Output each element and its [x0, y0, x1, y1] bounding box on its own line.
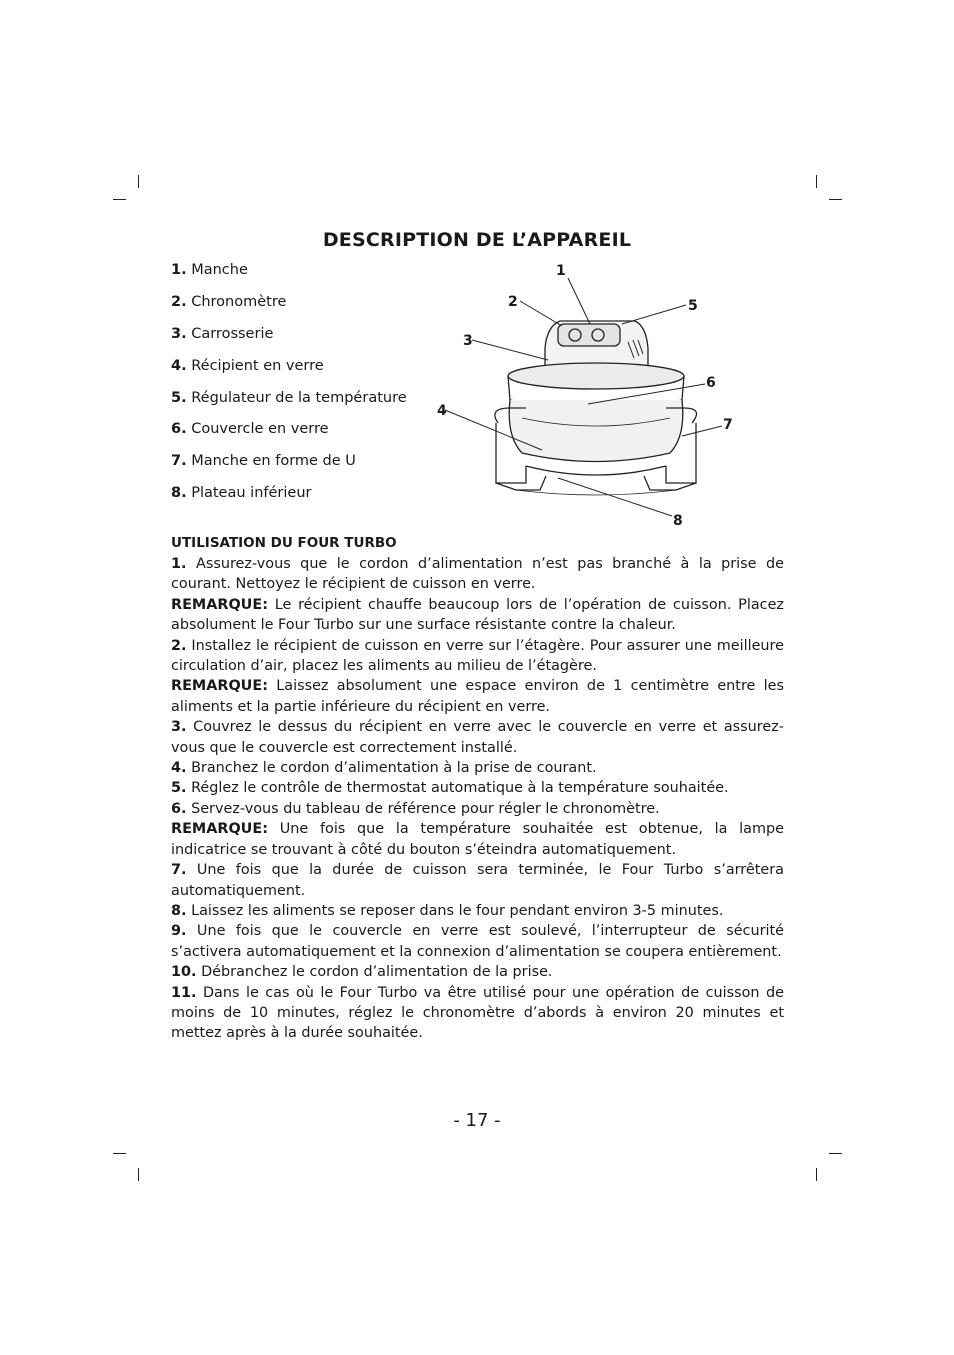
instruction-paragraph — [171, 717, 784, 758]
item-label: Plateau inférieur — [191, 485, 312, 502]
callout-1: 1 — [556, 263, 566, 279]
item-label: Récipient en verre — [191, 357, 324, 374]
paragraph-text: Couvrez le dessus du récipient en verre avec le couvercle en verre et assurez-vous que le couvercle est correctement installé. — [171, 719, 784, 756]
list-item — [171, 419, 407, 451]
instruction-paragraph — [171, 676, 784, 717]
paragraph-lead: 4. — [171, 760, 187, 777]
crop-mark — [113, 199, 126, 200]
item-number: 3. — [171, 325, 187, 342]
item-label: Chronomètre — [191, 293, 287, 310]
item-number: 2. — [171, 293, 187, 310]
instruction-paragraph — [171, 819, 784, 860]
paragraph-lead: 8. — [171, 902, 187, 919]
item-label: Manche — [191, 262, 248, 278]
list-item — [171, 260, 407, 292]
crop-mark — [816, 175, 817, 188]
paragraph-lead: 1. — [171, 556, 187, 572]
paragraph-lead: 3. — [171, 719, 187, 736]
callout-5: 5 — [688, 298, 698, 314]
instruction-paragraph — [171, 860, 784, 901]
instruction-paragraph — [171, 758, 784, 778]
paragraph-text: Le récipient chauffe beaucoup lors de l’opération de cuisson. Placez absolument le Four Turbo sur une surface résistante contre la chaleur. — [171, 596, 784, 634]
item-number: 6. — [171, 421, 187, 438]
callout-3: 3 — [463, 333, 473, 349]
paragraph-lead: 11. — [171, 984, 197, 1001]
instruction-paragraph — [171, 595, 784, 636]
item-number: 5. — [171, 389, 187, 406]
list-item — [171, 388, 407, 420]
callout-7: 7 — [723, 417, 733, 433]
paragraph-text: Laissez absolument une espace environ de 1 centimètre entre les aliments et la partie inférieure du récipient en verre. — [171, 678, 785, 715]
paragraph-text: Dans le cas où le Four Turbo va être utilisé pour une opération de cuisson de moins de 10 minutes, réglez le chronomètre d’abords à environ 20 minutes et mettez après à la durée souhaitée. — [171, 984, 784, 1042]
paragraph-text: Branchez le cordon d’alimentation à la prise de courant. — [191, 760, 597, 777]
paragraph-lead: 6. — [171, 800, 187, 817]
list-item — [171, 483, 407, 515]
parts-list — [171, 260, 407, 515]
page-title: DESCRIPTION DE L’APPAREIL — [322, 229, 632, 251]
paragraph-text: Une fois que la durée de cuisson sera terminée, le Four Turbo s’arrêtera automatiquement. — [171, 862, 784, 899]
item-label: Régulateur de la température — [191, 389, 407, 406]
callout-4: 4 — [437, 403, 447, 419]
instruction-paragraph — [171, 983, 784, 1044]
page-number: - 17 - — [453, 1110, 501, 1131]
crop-mark — [138, 1168, 139, 1181]
instruction-paragraph — [171, 799, 784, 819]
list-item — [171, 356, 407, 388]
crop-mark — [829, 199, 842, 200]
crop-mark — [816, 1168, 817, 1181]
crop-mark — [113, 1153, 126, 1154]
item-label: Couvercle en verre — [191, 421, 329, 438]
item-number: 4. — [171, 357, 187, 374]
crop-mark — [829, 1153, 842, 1154]
paragraph-lead: 7. — [171, 862, 187, 879]
instruction-paragraph — [171, 778, 784, 798]
list-item — [171, 292, 407, 324]
paragraph-text: Installez le récipient de cuisson en verre sur l’étagère. Pour assurer une meilleure circulation d’air, placez les aliments au milieu de l’étagère. — [171, 637, 785, 675]
crop-mark — [138, 175, 139, 188]
callout-8: 8 — [673, 513, 683, 529]
usage-instructions — [171, 554, 784, 1044]
item-number: 8. — [171, 485, 187, 502]
paragraph-text: Servez-vous du tableau de référence pour régler le chronomètre. — [191, 800, 660, 817]
paragraph-lead: 5. — [171, 780, 187, 797]
item-number: 7. — [171, 453, 187, 470]
paragraph-lead: REMARQUE: — [171, 596, 268, 613]
instruction-paragraph — [171, 901, 784, 921]
instruction-paragraph — [171, 554, 784, 595]
list-item — [171, 451, 407, 483]
instruction-paragraph — [171, 921, 784, 962]
callout-2: 2 — [508, 294, 518, 310]
paragraph-lead: 2. — [171, 637, 187, 654]
paragraph-text: Une fois que la température souhaitée est obtenue, la lampe indicatrice se trouvant à côté du bouton s’éteindra automatiquement. — [171, 821, 784, 858]
paragraph-text: Une fois que le couvercle en verre est soulevé, l’interrupteur de sécurité s’activera automatiquement et la connexion d’alimentation se coupera entièrement. — [171, 923, 784, 960]
paragraph-text: Réglez le contrôle de thermostat automatique à la température souhaitée. — [191, 780, 729, 797]
callout-6: 6 — [706, 375, 716, 391]
paragraph-text: Assurez-vous que le cordon d’alimentation n’est pas branché à la prise de courant. Nettoyez le récipient de cuisson en verre. — [171, 556, 785, 593]
item-number: 1. — [171, 262, 187, 278]
list-item — [171, 324, 407, 356]
paragraph-text: Débranchez le cordon d’alimentation de la prise. — [201, 964, 553, 981]
instruction-paragraph — [171, 962, 784, 982]
turbo-oven-diagram — [430, 258, 750, 533]
paragraph-text: Laissez les aliments se reposer dans le four pendant environ 3-5 minutes. — [191, 902, 724, 919]
section-heading: UTILISATION DU FOUR TURBO — [171, 535, 397, 551]
paragraph-lead: REMARQUE: — [171, 678, 268, 695]
item-label: Manche en forme de U — [191, 453, 356, 470]
paragraph-lead: 9. — [171, 923, 187, 940]
paragraph-lead: REMARQUE: — [171, 821, 268, 838]
instruction-paragraph — [171, 636, 784, 677]
paragraph-lead: 10. — [171, 964, 197, 981]
item-label: Carrosserie — [191, 325, 274, 342]
